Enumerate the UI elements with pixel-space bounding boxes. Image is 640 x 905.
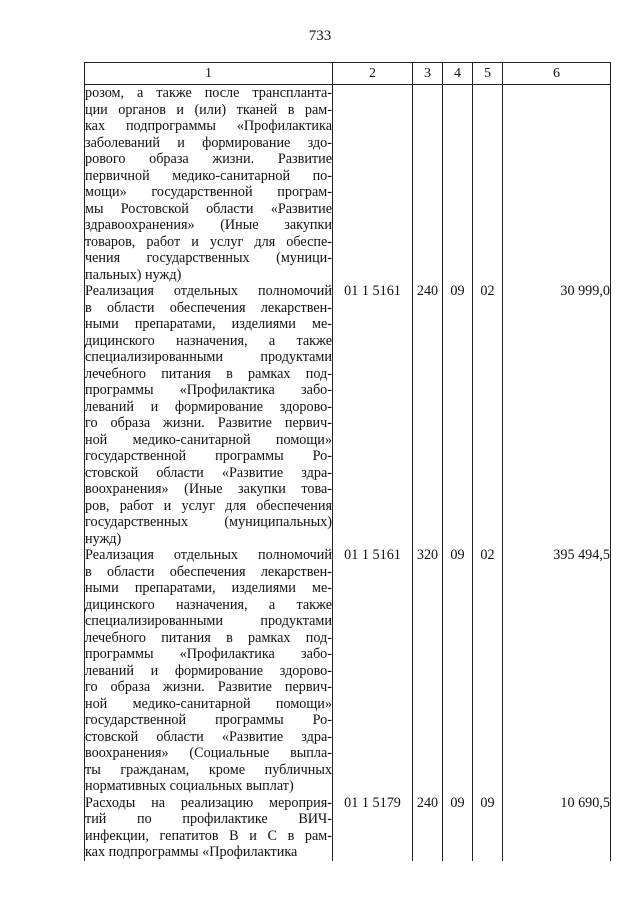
row-subsection: 02 (473, 547, 503, 795)
row-description (85, 547, 333, 795)
description-line: леваний и формирование здорово- (85, 398, 332, 415)
row-expense-type: 320 (413, 547, 443, 795)
description-line: государственных (муниципальных) (85, 514, 332, 530)
description-line: государственной программы Ро- (85, 448, 332, 464)
row-description (85, 85, 333, 284)
row-target-code: 01 1 5179 (333, 795, 413, 861)
description-line: дицинского назначения, а также (85, 596, 332, 613)
description-line: лечебного питания в рамках под- (85, 365, 332, 382)
column-header-amount: 6 (503, 63, 611, 85)
row-expense-type: 240 (413, 283, 443, 547)
row-subsection (473, 85, 503, 284)
description-line: ными препаратами, изделиями ме- (85, 316, 332, 332)
column-header-expense-type: 3 (413, 63, 443, 85)
description-line: в области обеспечения лекарствен- (85, 563, 332, 580)
description-line: стовской области «Развитие здра- (85, 728, 332, 745)
description-line: нормативных социальных выплат) (85, 778, 294, 794)
description-line: мы Ростовской области «Развитие (85, 200, 332, 217)
description-line: первичной медико-санитарной по- (85, 167, 332, 184)
description-line: ках подпрограммы «Профилактика (85, 118, 332, 134)
description-line: ках подпрограммы «Профилактика (85, 844, 298, 860)
row-section: 09 (443, 547, 473, 795)
table-row (85, 547, 611, 795)
table-header-row (85, 63, 611, 85)
row-subsection: 02 (473, 283, 503, 547)
row-section: 09 (443, 283, 473, 547)
row-expense-type: 240 (413, 795, 443, 861)
table-row (85, 795, 611, 861)
row-amount (503, 85, 611, 284)
description-line: ными препаратами, изделиями ме- (85, 580, 332, 596)
description-line: Реализация отдельных полномочий (85, 547, 332, 563)
description-line: пальных) нужд) (85, 266, 182, 283)
description-line: го образа жизни. Развитие первич- (85, 415, 332, 431)
description-line: товаров, работ и услуг для обеспе- (85, 233, 332, 250)
row-subsection: 09 (473, 795, 503, 861)
description-line: стовской области «Развитие здра- (85, 464, 332, 481)
description-line: тий по профилактике ВИЧ- (85, 811, 332, 827)
row-section: 09 (443, 795, 473, 861)
description-line: заболеваний и формирование здо- (85, 134, 332, 151)
row-expense-type (413, 85, 443, 284)
description-line: Расходы на реализацию мероприя- (85, 794, 332, 811)
description-line: специализированными продуктами (85, 613, 332, 629)
description-line: программы «Профилактика забо- (85, 382, 332, 398)
description-line: ной медико-санитарной помощи» (85, 431, 332, 448)
description-line: ной медико-санитарной помощи» (85, 695, 332, 712)
description-line: мощи» государственной програм- (85, 184, 332, 200)
description-line: воохранения» (Социальные выпла- (85, 745, 332, 761)
column-header-section: 4 (443, 63, 473, 85)
row-target-code: 01 1 5161 (333, 283, 413, 547)
description-line: го образа жизни. Развитие первич- (85, 679, 332, 695)
description-line: нужд) (85, 530, 122, 547)
row-description (85, 795, 333, 861)
description-line: розом, а также после транспланта- (85, 85, 332, 101)
row-section (443, 85, 473, 284)
budget-table (84, 62, 611, 861)
row-amount: 30 999,0 (503, 283, 611, 547)
row-description (85, 283, 333, 547)
column-header-description: 1 (85, 63, 333, 85)
table-row (85, 85, 611, 284)
description-line: дицинского назначения, а также (85, 332, 332, 349)
description-line: здравоохранения» (Иные закупки (85, 217, 332, 233)
table-row (85, 283, 611, 547)
description-line: ции органов и (или) тканей в рам- (85, 101, 332, 118)
description-line: ты гражданам, кроме публичных (85, 761, 332, 778)
description-line: чения государственных (муници- (85, 250, 332, 266)
description-line: леваний и формирование здорово- (85, 662, 332, 679)
row-target-code: 01 1 5161 (333, 547, 413, 795)
description-line: ров, работ и услуг для обеспечения (85, 497, 332, 514)
row-target-code (333, 85, 413, 284)
column-header-target-code: 2 (333, 63, 413, 85)
description-line: воохранения» (Иные закупки това- (85, 481, 332, 497)
description-line: в области обеспечения лекарствен- (85, 299, 332, 316)
description-line: инфекции, гепатитов В и С в рам- (85, 827, 332, 844)
description-line: специализированными продуктами (85, 349, 332, 365)
description-line: программы «Профилактика забо- (85, 646, 332, 662)
description-line: рового образа жизни. Развитие (85, 151, 332, 167)
description-line: лечебного питания в рамках под- (85, 629, 332, 646)
page-number: 733 (308, 28, 332, 44)
row-amount: 395 494,5 (503, 547, 611, 795)
description-line: Реализация отдельных полномочий (85, 283, 332, 299)
column-header-subsection: 5 (473, 63, 503, 85)
row-amount: 10 690,5 (503, 795, 611, 861)
description-line: государственной программы Ро- (85, 712, 332, 728)
